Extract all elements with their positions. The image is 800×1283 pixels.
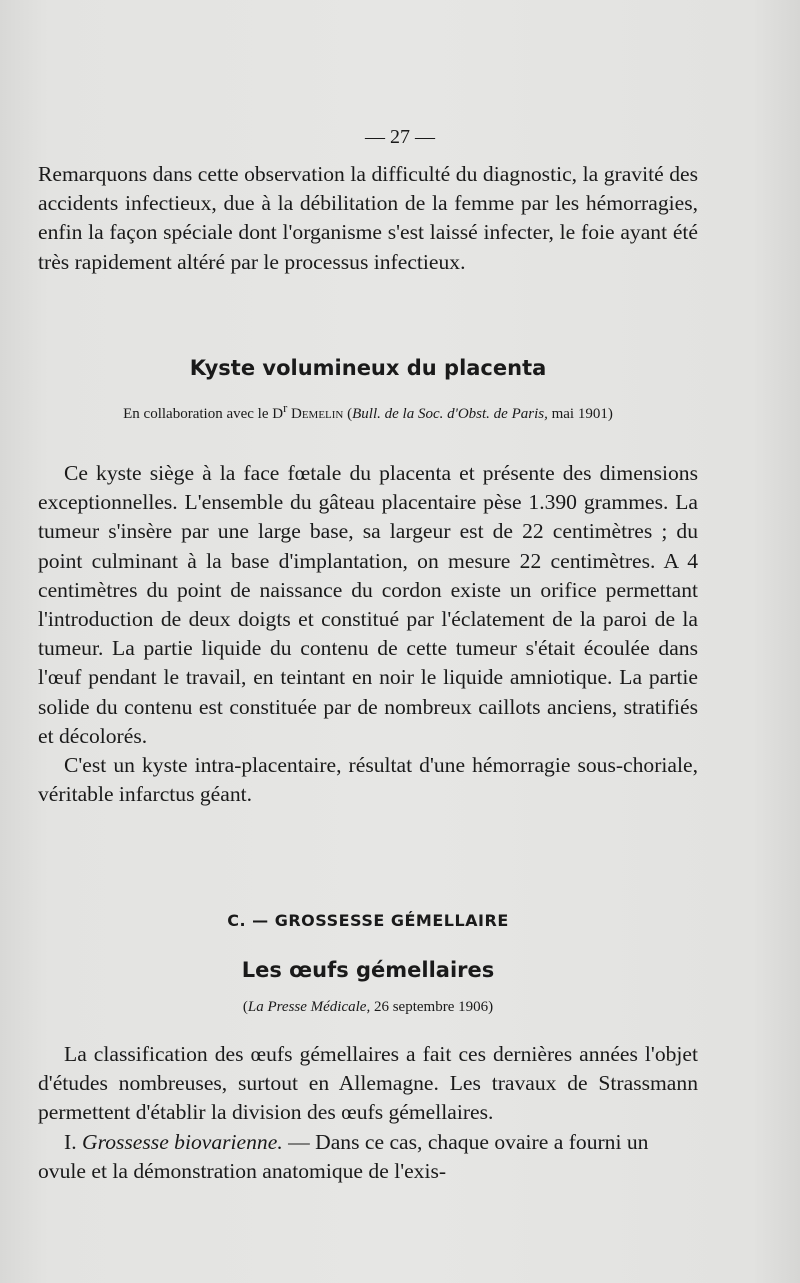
paragraph-2-italic: Grossesse biovarienne. (82, 1129, 283, 1154)
collab-superscript: r (283, 401, 288, 415)
collab-prefix: En collaboration avec le D (123, 406, 284, 422)
kyste-title: Kyste volumineux du placenta (189, 356, 547, 380)
intro-text-block (38, 160, 698, 277)
paragraph-2-rest: — Dans ce cas, chaque ovaire a fourni un ovule et la démonstration anatomique de l'exis- (38, 1129, 649, 1183)
section-heading: C. — GROSSESSE GÉMELLAIRE (227, 911, 509, 930)
collab-ref-italic: Bull. de la Soc. d'Obst. de Paris, (352, 406, 548, 422)
kyste-paragraph-2: C'est un kyste intra-placentaire, résultat d'une hémorragie sous-choriale, véritable infarctus géant. (38, 753, 698, 807)
collab-name: Demelin (291, 406, 344, 422)
kyste-text-block (38, 459, 698, 809)
page-number: — 27 — (365, 126, 435, 148)
intro-paragraph: Remarquons dans cette observation la difficulté du diagnostic, la gravité des accidents infectieux, due à la débilitation de la femme par les hémorragies, enfin la façon spéciale dont l'organisme s'est laissé infecter, le foie ayant été très rapidement altéré par le processus infectieux. (38, 162, 698, 274)
source-close: 26 septembre 1906) (373, 999, 494, 1015)
collab-ref-open: ( (347, 406, 353, 422)
source-open: ( (242, 999, 248, 1015)
oeufs-paragraph-1: La classification des œufs gémellaires a fait ces dernières années l'objet d'études nombreuses, surtout en Allemagne. Les travaux de Strassmann permettent d'établir la division des œufs gémellaires. (38, 1042, 698, 1125)
kyste-paragraph-1: Ce kyste siège à la face fœtale du placenta et présente des dimensions exceptionnelles. L'ensemble du gâteau placentaire pèse 1.390 grammes. La tumeur s'insère par une large base, sa largeur est de 22 centimètres ; du point culminant à la base d'implantation, on mesure 22 centimètres. A 4 centimètres du point de naissance du cordon existe un orifice permettant l'introduction de deux doigts et constitué par l'éclatement de la paroi de la tumeur. La partie liquide du contenu de cette tumeur s'était écoulée dans l'œuf pendant le travail, en teintant en noir le liquide amniotique. La partie solide du contenu est constituée par de nombreux caillots anciens, stratifiés et décolorés. (38, 461, 698, 748)
collab-ref-close: mai 1901) (551, 406, 613, 422)
oeufs-paragraph-2 (38, 1128, 698, 1186)
oeufs-text-block (38, 1040, 698, 1186)
paragraph-2-prefix: I. (64, 1129, 77, 1154)
oeufs-source-note (38, 999, 698, 1016)
oeufs-title: Les œufs gémellaires (241, 958, 495, 982)
kyste-collaboration-note (38, 398, 698, 425)
source-italic: La Presse Médicale, (247, 999, 371, 1015)
